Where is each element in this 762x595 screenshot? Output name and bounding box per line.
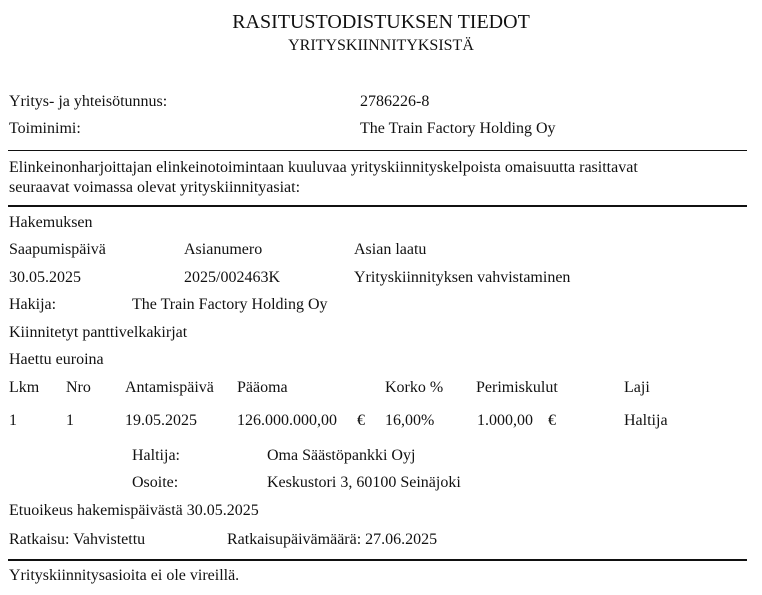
applicant-value: The Train Factory Holding Oy — [132, 296, 328, 313]
col-issue-date-header: Antamispäivä — [125, 379, 214, 396]
col-interest-header: Korko % — [385, 379, 444, 396]
row-type: Haltija — [624, 412, 668, 429]
row-principal: 126.000.000,00 — [237, 412, 337, 429]
intro-line-2: seuraavat voimassa olevat yrityskiinnityasiat: — [9, 179, 301, 196]
row-issue-date: 19.05.2025 — [125, 412, 197, 429]
holder-value: Oma Säästöpankki Oyj — [267, 447, 416, 464]
received-date-label: Saapumispäivä — [9, 241, 106, 258]
col-type-header: Laji — [624, 379, 650, 396]
address-label: Osoite: — [132, 474, 179, 491]
intro-line-1: Elinkeinonharjoittajan elinkeinotoimintaan kuuluvaa yrityskiinnityskelpoista omaisuutta rasittavat — [9, 159, 638, 176]
pending-cases-text: Yrityskiinnitysasioita ei ole vireillä. — [9, 567, 240, 584]
address-value: Keskustori 3, 60100 Seinäjoki — [267, 474, 461, 491]
received-date-value: 30.05.2025 — [9, 269, 81, 286]
business-id-label: Yritys- ja yhteisötunnus: — [9, 93, 168, 110]
case-type-value: Yrityskiinnityksen vahvistaminen — [354, 269, 571, 286]
row-interest: 16,00% — [385, 412, 435, 429]
applicant-label: Hakija: — [9, 296, 57, 313]
case-number-label: Asianumero — [184, 241, 263, 258]
decision-date: Ratkaisupäivämäärä: 27.06.2025 — [227, 531, 438, 548]
business-id-value: 2786226-8 — [360, 93, 430, 110]
case-number-value: 2025/002463K — [184, 269, 280, 286]
col-number-header: Nro — [66, 379, 91, 396]
col-count-header: Lkm — [9, 379, 40, 396]
application-heading: Hakemuksen — [9, 214, 93, 231]
notes-subheading: Haettu euroina — [9, 351, 104, 368]
row-principal-currency: € — [357, 412, 365, 429]
divider — [8, 559, 747, 561]
company-name-label: Toiminimi: — [9, 120, 81, 137]
divider — [8, 150, 747, 151]
priority-text: Etuoikeus hakemispäivästä 30.05.2025 — [9, 502, 259, 519]
document-subtitle: YRITYSKIINNITYKSISTÄ — [288, 37, 474, 54]
document-title: RASITUSTODISTUKSEN TIEDOT — [232, 11, 530, 33]
notes-heading: Kiinnitetyt panttivelkakirjat — [9, 324, 188, 341]
row-number: 1 — [66, 412, 74, 429]
divider — [8, 205, 747, 207]
col-principal-header: Pääoma — [237, 379, 288, 396]
col-fee-header: Perimiskulut — [476, 379, 558, 396]
case-type-label: Asian laatu — [354, 241, 427, 258]
row-fee: 1.000,00 — [477, 412, 533, 429]
decision-text: Ratkaisu: Vahvistettu — [9, 531, 146, 548]
row-count: 1 — [9, 412, 17, 429]
holder-label: Haltija: — [132, 447, 180, 464]
company-name-value: The Train Factory Holding Oy — [360, 120, 556, 137]
row-fee-currency: € — [548, 412, 556, 429]
